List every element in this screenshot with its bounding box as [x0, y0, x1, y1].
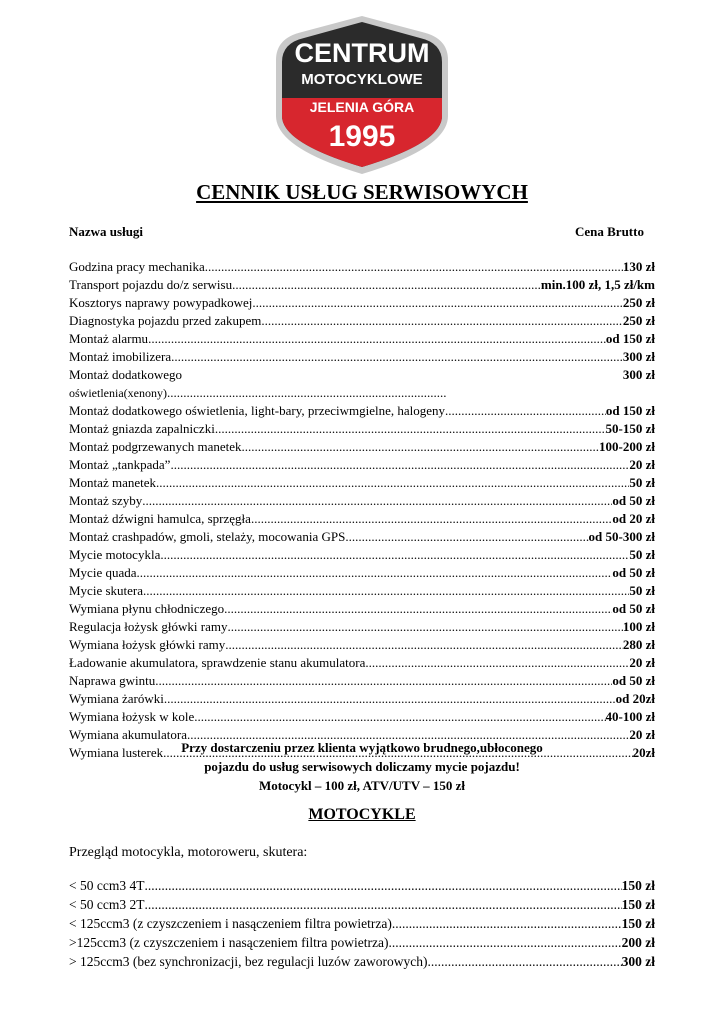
service-row-name: oświetlenia(xenony): [69, 386, 167, 400]
service-row-price: 130 zł: [622, 259, 655, 274]
service-row-name: Montaż alarmu: [69, 331, 149, 346]
service-row-name: Montaż imobilizera: [69, 349, 172, 364]
service-row-name: Mycie skutera: [69, 583, 144, 598]
service-row-price: od 20zł: [615, 691, 655, 706]
service-row: [69, 456, 655, 474]
service-row-name: Regulacja łożysk główki ramy: [69, 619, 228, 634]
inspection-price-list: [69, 876, 655, 971]
service-row: [69, 708, 655, 726]
service-row-name: Mycie quada: [69, 565, 137, 580]
dot-leader: [215, 420, 606, 438]
service-row-name: Montaż dźwigni hamulca, sprzęgła: [69, 511, 251, 526]
service-row-name: Montaż dodatkowego: [69, 367, 183, 382]
service-row: [69, 276, 655, 294]
inspection-row-name: < 50 ccm3 2T: [69, 897, 145, 912]
dot-leader: [365, 654, 629, 672]
logo-year-text: 1995: [328, 120, 396, 153]
service-row-name: Ładowanie akumulatora, sprawdzenie stanu akumulatora: [69, 655, 366, 670]
service-row-name: Godzina pracy mechanika: [69, 259, 205, 274]
service-row: [69, 546, 655, 564]
dot-leader: [224, 600, 612, 618]
dot-leader: [144, 895, 621, 914]
dot-leader: [155, 672, 612, 690]
note-line-1: Przy dostarczeniu przez klienta wyjątkowo brudnego,ubłoconego: [181, 740, 543, 755]
service-row-name: Wymiana łożysk główki ramy: [69, 637, 226, 652]
dot-leader: [171, 348, 623, 366]
service-row-name: Montaż manetek: [69, 475, 156, 490]
dirty-vehicle-note: [0, 738, 724, 795]
service-row-name: Wymiana płynu chłodniczego: [69, 601, 225, 616]
service-row: [69, 294, 655, 312]
inspection-row-price: 150 zł: [621, 878, 655, 893]
inspection-row-price: 150 zł: [621, 897, 655, 912]
service-row-price: od 50 zł: [612, 565, 655, 580]
inspection-row-name: >125ccm3 (z czyszczeniem i nasączeniem filtra powietrza): [69, 935, 389, 950]
service-row-name: Kosztorys naprawy powypadkowej: [69, 295, 253, 310]
dot-leader: [345, 528, 588, 546]
inspection-row: [69, 876, 655, 895]
service-row: [69, 618, 655, 636]
service-row-price: 250 zł: [622, 313, 655, 328]
note-line-3: Motocykl – 100 zł, ATV/UTV – 150 zł: [258, 778, 466, 793]
centrum-motocyklowe-logo: [272, 12, 452, 178]
service-row-price: 250 zł: [622, 295, 655, 310]
service-row: [69, 402, 655, 420]
service-row-name: Montaż podgrzewanych manetek: [69, 439, 242, 454]
dot-leader: [148, 330, 606, 348]
dot-leader: [194, 708, 605, 726]
service-row-name: Naprawa gwintu: [69, 673, 156, 688]
logo-city-text: JELENIA GÓRA: [309, 99, 415, 115]
dot-leader: [242, 438, 599, 456]
service-price-list: [69, 258, 655, 762]
service-row: [69, 636, 655, 654]
service-row-price: 20 zł: [629, 655, 655, 670]
service-row-price: od 50-300 zł: [588, 529, 655, 544]
service-row-price: 20 zł: [629, 727, 655, 742]
service-row: [69, 492, 655, 510]
service-row-price: od 150 zł: [605, 403, 655, 418]
inspection-row-name: < 125ccm3 (z czyszczeniem i nasączeniem filtra powietrza): [69, 916, 392, 931]
service-row-price: 20 zł: [629, 457, 655, 472]
logo-centrum-text: CENTRUM: [294, 38, 430, 68]
dot-leader: [170, 456, 629, 474]
service-row-price: 50 zł: [629, 583, 655, 598]
dot-leader: [251, 510, 612, 528]
section-title-motocykle: MOTOCYKLE: [308, 806, 416, 823]
dot-leader: [137, 564, 613, 582]
dot-leader: [252, 294, 622, 312]
service-row-name: Wymiana lusterek: [69, 745, 164, 760]
dot-leader: [261, 312, 622, 330]
service-row-name: Montaż dodatkowego oświetlenia, light-bary, przeciwmgielne, halogeny: [69, 403, 446, 418]
service-row-name: Diagnostyka pojazdu przed zakupem: [69, 313, 262, 328]
dot-leader: [205, 258, 623, 276]
service-row-price: od 50 zł: [612, 673, 655, 688]
dot-leader: [144, 876, 621, 895]
service-row-price: 300 zł: [622, 367, 655, 382]
service-row: [69, 582, 655, 600]
dot-leader: [232, 276, 541, 294]
note-line-2: pojazdu do usług serwisowych doliczamy mycie pojazdu!: [204, 759, 520, 774]
service-row-price: od 150 zł: [605, 331, 655, 346]
service-row: [69, 564, 655, 582]
service-row-price: od 20 zł: [612, 511, 655, 526]
page-title: CENNIK USŁUG SERWISOWYCH: [196, 180, 528, 204]
dot-leader: [388, 933, 621, 952]
service-row: [69, 384, 655, 402]
inspection-row: [69, 952, 655, 971]
service-row: [69, 672, 655, 690]
section-intro: Przegląd motocykla, motoroweru, skutera:: [69, 845, 308, 860]
service-row-price: min.100 zł, 1,5 zł/km: [540, 277, 655, 292]
service-row-name: Wymiana akumulatora: [69, 727, 187, 742]
inspection-row-name: < 50 ccm3 4T: [69, 878, 145, 893]
service-row: [69, 348, 655, 366]
dot-leader: [143, 582, 629, 600]
service-row: [69, 366, 655, 384]
service-row-name: Montaż szyby: [69, 493, 143, 508]
service-row-price: 50-150 zł: [605, 421, 655, 436]
dot-leader: [445, 402, 606, 420]
inspection-row: [69, 933, 655, 952]
inspection-row-price: 150 zł: [621, 916, 655, 931]
service-row: [69, 690, 655, 708]
inspection-row-price: 300 zł: [621, 954, 655, 969]
service-row-name: Mycie motocykla: [69, 547, 161, 562]
service-row-price: 50 zł: [629, 547, 655, 562]
service-row-name: Montaż gniazda zapalniczki: [69, 421, 215, 436]
inspection-row-name: > 125ccm3 (bez synchronizacji, bez regulacji luzów zaworowych): [69, 954, 428, 969]
service-row-price: od 50 zł: [612, 601, 655, 616]
service-row: [69, 474, 655, 492]
inspection-row: [69, 914, 655, 933]
service-row: [69, 510, 655, 528]
service-row-name: Wymiana żarówki: [69, 691, 164, 706]
dot-leader: [427, 952, 621, 971]
service-row: [69, 420, 655, 438]
service-row: [69, 600, 655, 618]
dot-leader: [160, 546, 629, 564]
service-row-name: Montaż „tankpada”: [69, 457, 171, 472]
dot-leader: [142, 492, 612, 510]
service-row-name: Wymiana łożysk w kole: [69, 709, 195, 724]
inspection-row: [69, 895, 655, 914]
dot-leader: [164, 690, 616, 708]
service-row-price: 20zł: [632, 745, 655, 760]
dot-leader: [225, 636, 623, 654]
service-row: [69, 438, 655, 456]
dot-leader: [392, 914, 622, 933]
service-row: [69, 330, 655, 348]
dot-leader: [167, 384, 447, 402]
service-row-name: Transport pojazdu do/z serwisu: [69, 277, 233, 292]
dot-leader: [156, 474, 629, 492]
service-row: [69, 654, 655, 672]
logo-motocyklowe-text: MOTOCYKLOWE: [301, 71, 423, 88]
inspection-row-price: 200 zł: [621, 935, 655, 950]
column-header-name: Nazwa usługi: [69, 224, 144, 239]
service-row-price: 40-100 zł: [605, 709, 655, 724]
service-row: [69, 312, 655, 330]
column-header-price: Cena Brutto: [575, 224, 644, 239]
service-row-price: 280 zł: [622, 637, 655, 652]
service-row-price: 50 zł: [629, 475, 655, 490]
service-row: [69, 528, 655, 546]
dot-leader: [228, 618, 623, 636]
service-row-price: 300 zł: [622, 349, 655, 364]
service-row: [69, 258, 655, 276]
service-row-price: od 50 zł: [612, 493, 655, 508]
service-row-name: Montaż crashpadów, gmoli, stelaży, mocowania GPS: [69, 529, 346, 544]
service-row-price: 100 zł: [622, 619, 655, 634]
service-row-price: 100-200 zł: [599, 439, 655, 454]
